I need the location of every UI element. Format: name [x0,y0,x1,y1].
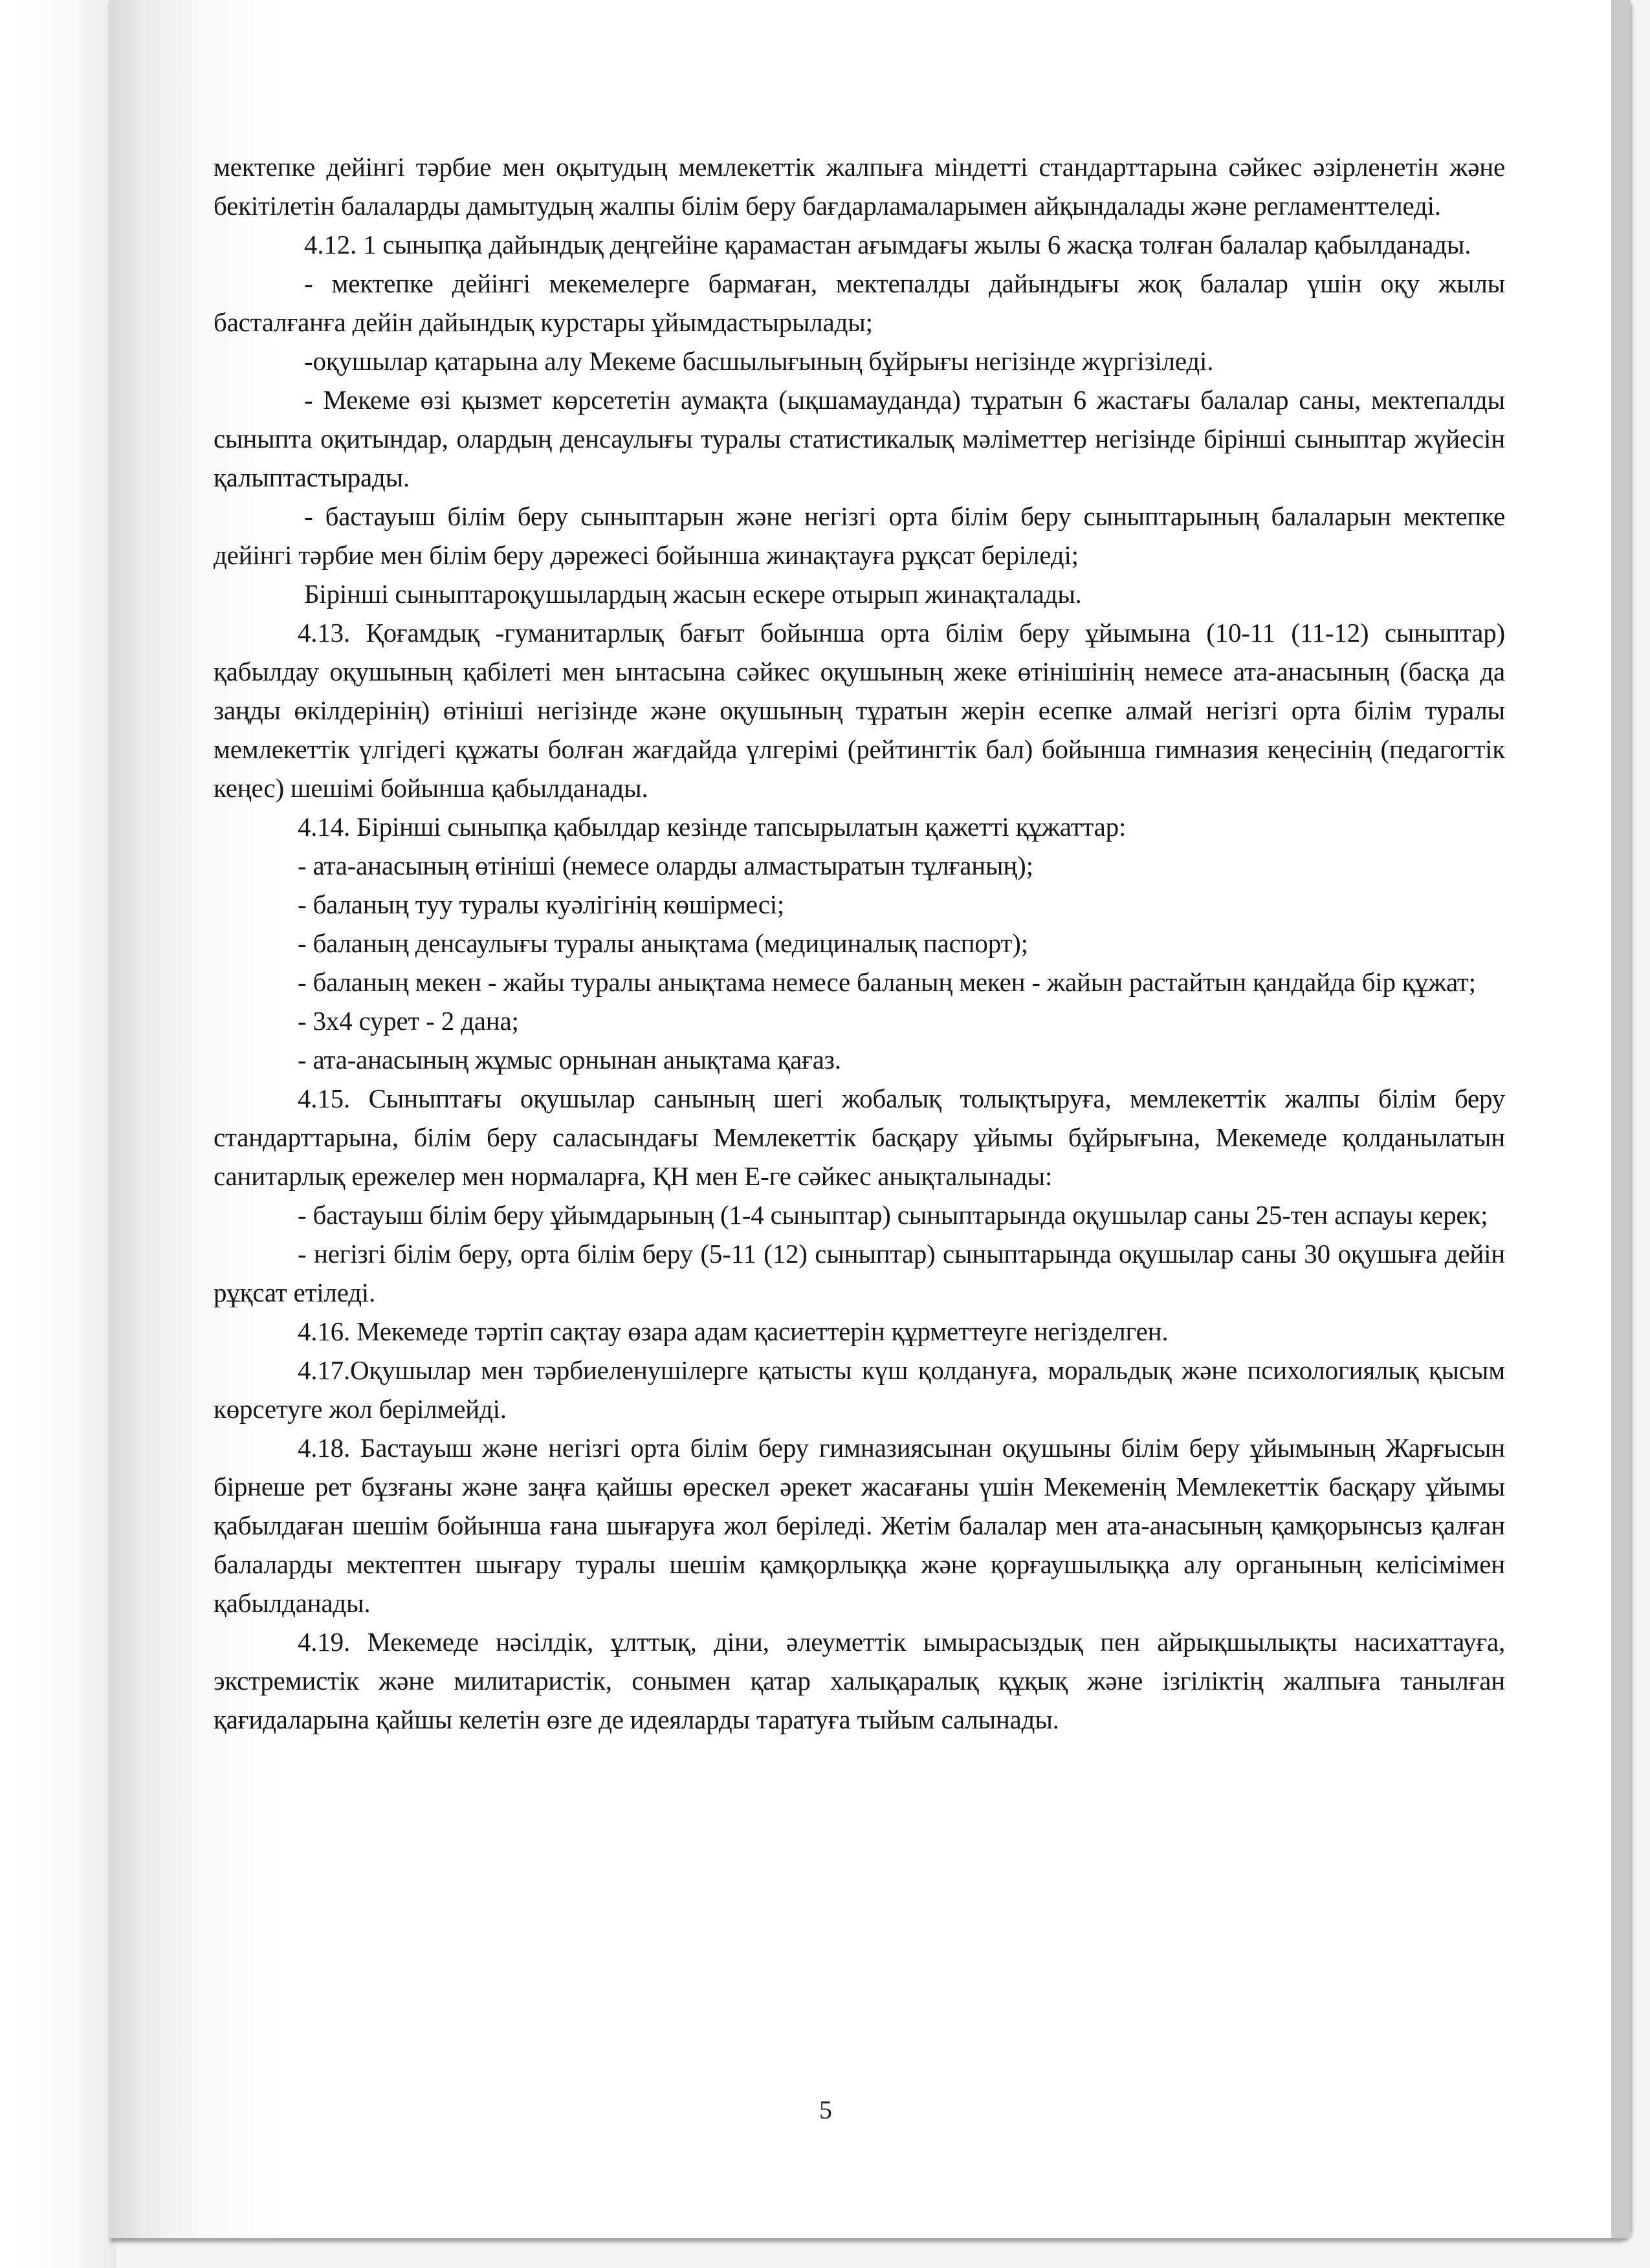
list-item: - 3х4 сурет - 2 дана; [298,1006,519,1036]
bleed-through-area [19,0,116,2268]
list-item: - бастауыш білім беру ұйымдарының (1-4 сыныптар) сыныптарында оқушылар саны 25-тен аспауы керек; [298,1200,1488,1230]
paragraph-4-18: 4.18. Бастауыш және негізгі орта білім беру гимназиясынан оқушыны білім беру ұйымының Жарғысын бірнеше рет бұзғаны және заңға қайшы өрескел әрекет жасағаны үшін Мекеменің Мемлекеттік басқару ұйымы қабылдаған шешім бойынша ғана шығаруға жол беріледі. Жетім балалар мен ата-анасының қамқорынсыз қалған балаларды мектептен шығару туралы шешім қамқорлыққа және қорғаушылыққа алу органының келісімімен қабылданады. [214,1433,1505,1618]
list-item: - ата-анасының өтініші (немесе оларды алмастыратын тұлғаның); [298,851,1033,880]
paragraph-4-19: 4.19. Мекемеде нәсілдік, ұлттық, діни, әлеуметтік ымырасыздық пен айрықшылықты насихаттауға, экстремистік және милитаристік, сонымен қатар халықаралық құқық және ізгіліктің жалпыға танылған қағидаларына қайшы келетін өзге де идеяларды таратуға тыйым салынады. [214,1627,1505,1734]
list-item: - бастауыш білім беру сыныптарын және негізгі орта білім беру сыныптарының балаларын мектепке дейінгі тәрбие мен білім беру дәрежесі бойынша жинақтауға рұқсат беріледі; [214,501,1505,570]
paragraph-4-12: 4.12. 1 сыныпқа дайындық деңгейіне қарамастан ағымдағы жылы 6 жасқа толған балалар қабылданады. [304,230,1471,259]
scanner-background [0,0,19,2268]
paragraph-4-14: 4.14. Бірінші сыныпқа қабылдар кезінде тапсырылатын қажетті құжаттар: [298,812,1127,842]
paragraph-4-13: 4.13. Қоғамдық -гуманитарлық бағыт бойынша орта білім беру ұйымына (10-11 (11-12) сыныптар) қабылдау оқушының қабілеті мен ынтасына сәйкес оқушының жеке өтінішінің немесе ата-анасының (басқа да заңды өкілдерінің) өтініші негізінде және оқушының тұратын жерін есепке алмай негізгі орта білім туралы мемлекеттік үлгідегі құжаты болған жағдайда үлгерімі (рейтингтік бал) бойынша гимназия кеңесінің (педагогтік кеңес) шешімі бойынша қабылданады. [214,618,1505,803]
paragraph-intro: мектепке дейінгі тәрбие мен оқытудың мемлекеттік жалпыға міндетті стандарттарына сәйкес әзірленетін және бекітілетін балаларды дамытудың жалпы білім беру бағдарламаларымен айқындалады және регламенттеледі. [214,152,1505,221]
page-number: 5 [819,2095,832,2124]
paragraph-4-15: 4.15. Сыныптағы оқушылар санының шегі жобалық толықтыруға, мемлекеттік жалпы білім беру стандарттарына, білім беру саласындағы Мемлекеттік басқару ұйымы бұйрығына, Мекемеде қолданылатын санитарлық ережелер мен нормаларға, ҚН мен Е-ге сәйкес анықталынады: [214,1084,1505,1191]
list-item: - мектепке дейінгі мекемелерге бармаған, мектепалды дайындығы жоқ балалар үшін оқу жылы басталғанға дейін дайындық курстары ұйымдастырылады; [214,268,1505,337]
list-item: - баланың мекен - жайы туралы анықтама немесе баланың мекен - жайын растайтын қандайда бір құжат; [298,967,1476,997]
list-item: - баланың туу туралы куәлігінің көшірмесі; [298,889,785,919]
paragraph-4-17: 4.17.Оқушылар мен тәрбиеленушілерге қатысты күш қолдануға, моральдық және психологиялық қысым көрсетуге жол берілмейді. [214,1355,1505,1424]
list-item: - баланың денсаулығы туралы анықтама (медициналық паспорт); [298,928,1028,958]
list-item: -оқушылар қатарына алу Мекеме басшылығының бұйрығы негізінде жүргізіледі. [304,346,1214,376]
page-right-edge [1611,0,1631,2238]
list-item: - ата-анасының жұмыс орнынан анықтама қағаз. [298,1045,841,1074]
list-item: - Мекеме өзі қызмет көрсететін аумақта (ықшамауданда) тұратын 6 жастағы балалар саны, мектепалды сыныпта оқитындар, олардың денсаулығы туралы статистикалық мәліметтер негізінде бірінші сыныптар жүйесін қалыптастырады. [214,385,1505,492]
paragraph-4-16: 4.16. Мекемеде тәртіп сақтау өзара адам қасиеттерін құрметтеуге негізделген. [298,1316,1169,1346]
document-body [214,147,1505,1739]
list-item: - негізгі білім беру, орта білім беру (5-11 (12) сыныптар) сыныптарында оқушылар саны 30 оқушыға дейін рұқсат етіледі. [214,1239,1505,1307]
paragraph-first-grade-note: Бірінші сыныптароқушылардың жасын ескере отырып жинақталады. [304,579,1082,609]
